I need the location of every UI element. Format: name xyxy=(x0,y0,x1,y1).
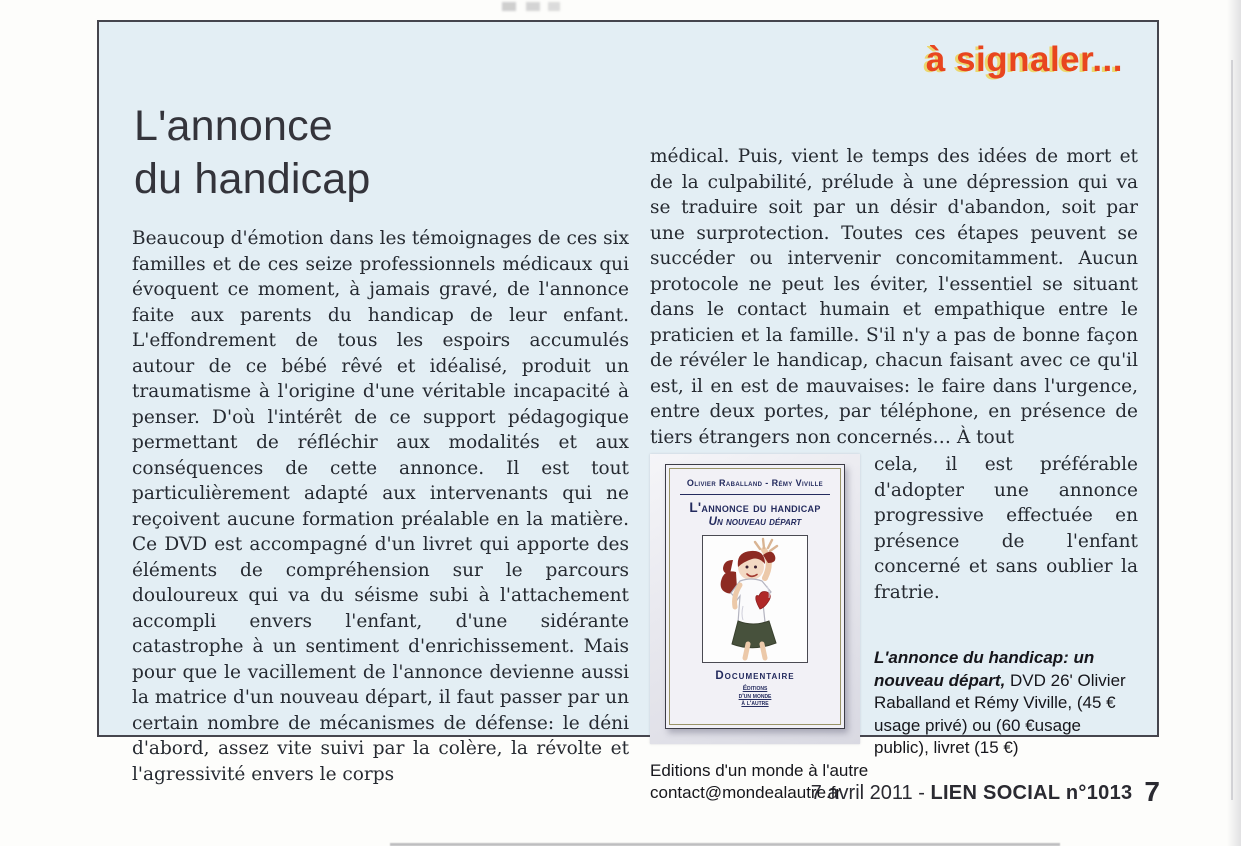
caption-publisher: Editions d'un monde à l'autre xyxy=(650,760,869,780)
dvd-cover-photo xyxy=(650,454,860,744)
article-title-line2: du handicap xyxy=(134,155,371,203)
scan-smudge xyxy=(502,2,560,11)
wrap-section xyxy=(650,452,1138,805)
article-content xyxy=(132,80,1138,805)
dvd-cover-title: L'annonce du handicap xyxy=(689,500,821,515)
article-body-left: Beaucoup d'émotion dans les témoignages de ces six familles et de ces seize professionnels médicaux qui évoquent ce moment, à jamais gravé, de l'annonce faite aux parents du handicap de leur enfant. L'effondrement de tous les espoirs accumulés autour de ce bébé rêvé et idéalisé, produit un traumatisme à l'origine d'une véritable incapacité à penser. D'où l'intérêt de ce support pédagogique permettant de réfléchir aux modalités et aux conséquences de cette annonce. Il est tout particulièrement adapté aux intervenants qui ne reçoivent aucune formation préalable en la matière. Ce DVD est accompagné d'un livret qui apporte des éléments de compréhension sur le parcours douloureux qui va du séisme subi à l'attachement accompli envers l'enfant, d'une sidérante catastrophe à un sentiment d'enrichissement. Mais pour que le vacillement de l'annonce devienne aussi la matrice d'un nouveau départ, il faut passer par un certain nombre de mécanismes de défense: le déni d'abord, assez vite suivi par la colère, la révolte et l'agressivité envers le corps xyxy=(132,228,629,785)
caption-details: DVD 26' Olivier Raballand et Rémy Viville, (45 € usage privé) ou (60 €usage public), livret (15 €) xyxy=(874,670,1126,757)
article-body-right-top: médical. Puis, vient le temps des idées de mort et de la culpabilité, prélude à une dépression qui va se traduire soit par un désir d'abandon, soit par une surprotection. Toutes ces étapes peuvent se succéder ou intervenir concomitamment. Aucun protocole ne peut les éviter, l'essentiel se situant dans le contact humain et empathique entre le praticien et la famille. S'il n'y a pas de bonne façon de révéler le handicap, chacun faisant avec ce qu'il est, il en est de mauvaises: le faire dans l'urgence, entre deux portes, par téléphone, en présence de tiers étrangers non concernés… À tout xyxy=(650,146,1138,448)
article-title-line1: L'annonce xyxy=(134,102,333,150)
publisher-logo xyxy=(670,685,840,708)
dvd-cover-genre: Documentaire xyxy=(715,670,795,682)
dvd-cover-authors: Olivier Raballand - Rémy Viville xyxy=(686,478,824,488)
publisher-line1: Éditions xyxy=(742,685,768,692)
caption-email: contact@mondealautre.fr xyxy=(650,783,842,802)
scan-edge-shadow xyxy=(1227,0,1241,846)
left-column xyxy=(132,80,629,805)
page-footer xyxy=(811,776,1160,808)
footer-date: 7 avril 2011 - xyxy=(810,782,931,804)
right-column xyxy=(650,80,1138,805)
article-body-right-wrap: cela, il est préférable d'adopter une annonce progressive effectuée en présence de l'enfant concerné et sans oublier la fratrie. xyxy=(874,454,1138,603)
footer-issue: LIEN SOCIAL n°1013 xyxy=(930,782,1133,804)
publisher-line3: à l'autre xyxy=(741,700,769,707)
dvd-cover-frame xyxy=(669,468,841,725)
dvd-cover xyxy=(665,464,845,729)
dvd-cover-rule xyxy=(680,494,830,495)
girl-illustration xyxy=(702,535,808,663)
scan-edge-line xyxy=(1231,60,1233,800)
page-number: 7 xyxy=(1144,776,1160,807)
dvd-cover-subtitle: Un nouveau départ xyxy=(708,516,802,528)
section-label: à signaler... xyxy=(925,40,1123,79)
girl-illustration-svg xyxy=(703,536,807,662)
article-title xyxy=(134,100,629,206)
caption-title: L'annonce du handicap: un nouveau départ, xyxy=(874,648,1095,690)
publisher-line2: d'un monde xyxy=(738,692,772,700)
